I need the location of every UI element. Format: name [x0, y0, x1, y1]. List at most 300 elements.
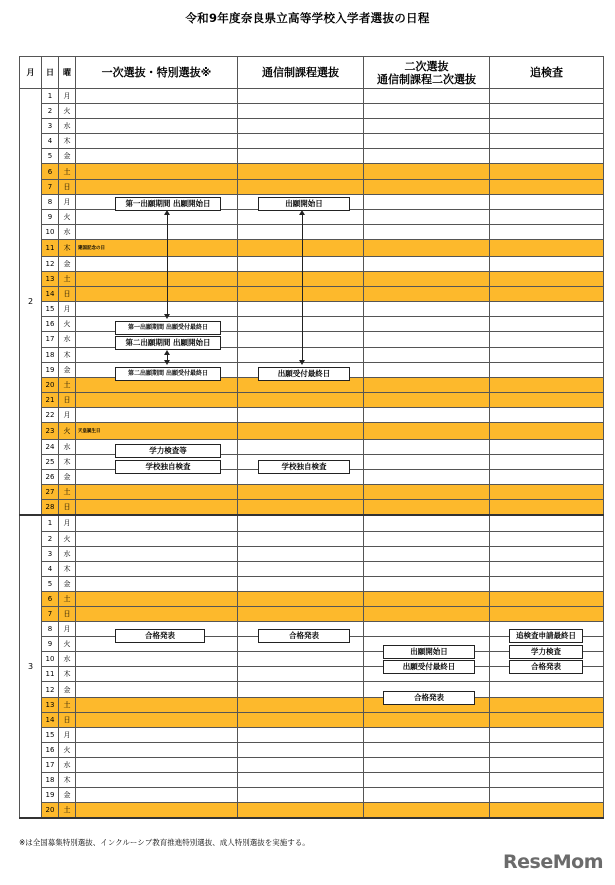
- schedule-cell: [364, 134, 490, 149]
- schedule-cell: [364, 287, 490, 302]
- table-row: [20, 332, 604, 347]
- event-first-period-start: 第一出願期間 出願開始日: [115, 197, 221, 211]
- schedule-cell: [238, 287, 364, 302]
- schedule-cell: [238, 757, 364, 772]
- schedule-cell: [76, 515, 238, 531]
- schedule-cell: [364, 239, 490, 256]
- schedule-cell: [238, 407, 364, 422]
- schedule-cell: [364, 302, 490, 317]
- table-row: [20, 531, 604, 546]
- schedule-cell: [490, 256, 604, 271]
- schedule-cell: [76, 757, 238, 772]
- day-cell: 17: [42, 757, 59, 772]
- day-cell: 14: [42, 287, 59, 302]
- arrow-down-icon: [299, 360, 305, 365]
- schedule-cell: [364, 439, 490, 454]
- schedule-cell: [364, 179, 490, 194]
- schedule-cell: [238, 788, 364, 803]
- weekday-cell: 火: [59, 422, 76, 439]
- schedule-cell: [238, 697, 364, 712]
- table-row: [20, 164, 604, 179]
- weekday-cell: 木: [59, 667, 76, 682]
- arrow-up-icon: [164, 210, 170, 215]
- event-school-exam: 学校独自検査: [115, 460, 221, 474]
- holiday-note: 天皇誕生日: [78, 428, 101, 434]
- header-weekday: 曜: [59, 57, 76, 89]
- schedule-cell: [364, 422, 490, 439]
- schedule-cell: [238, 727, 364, 742]
- schedule-cell: [238, 89, 364, 104]
- schedule-cell: [76, 697, 238, 712]
- table-row: [20, 392, 604, 407]
- schedule-cell: [76, 149, 238, 164]
- schedule-cell: [238, 591, 364, 606]
- event-corr-school-exam: 学校独自検査: [258, 460, 350, 474]
- event-first-result: 合格発表: [115, 629, 205, 643]
- schedule-cell: [238, 256, 364, 271]
- weekday-cell: 木: [59, 239, 76, 256]
- schedule-cell: [490, 119, 604, 134]
- schedule-cell: [238, 239, 364, 256]
- day-cell: 2: [42, 104, 59, 119]
- table-row: [20, 803, 604, 819]
- schedule-cell: [364, 591, 490, 606]
- weekday-cell: 金: [59, 149, 76, 164]
- table-row: [20, 149, 604, 164]
- schedule-cell: [238, 531, 364, 546]
- schedule-cell: [76, 422, 238, 439]
- table-row: [20, 224, 604, 239]
- schedule-cell: [364, 164, 490, 179]
- weekday-cell: 火: [59, 742, 76, 757]
- header-month: 月: [20, 57, 42, 89]
- header-second-line2: 通信制課程二次選抜: [377, 72, 476, 86]
- weekday-cell: 土: [59, 377, 76, 392]
- day-cell: 23: [42, 422, 59, 439]
- schedule-cell: [238, 224, 364, 239]
- day-cell: 26: [42, 470, 59, 485]
- day-cell: 20: [42, 377, 59, 392]
- header-correspondence: 通信制課程選抜: [238, 57, 364, 89]
- table-row: [20, 697, 604, 712]
- weekday-cell: 水: [59, 439, 76, 454]
- header-day: 日: [42, 57, 59, 89]
- schedule-cell: [364, 576, 490, 591]
- schedule-cell: [490, 179, 604, 194]
- schedule-cell: [364, 347, 490, 362]
- day-cell: 21: [42, 392, 59, 407]
- schedule-cell: [490, 347, 604, 362]
- day-cell: 4: [42, 134, 59, 149]
- day-cell: 5: [42, 149, 59, 164]
- schedule-cell: [364, 500, 490, 516]
- schedule-cell: [364, 712, 490, 727]
- day-cell: 28: [42, 500, 59, 516]
- weekday-cell: 木: [59, 347, 76, 362]
- schedule-cell: [490, 788, 604, 803]
- schedule-cell: [364, 377, 490, 392]
- schedule-cell: [76, 89, 238, 104]
- header-second-line1: 二次選抜: [404, 59, 449, 73]
- schedule-cell: [238, 576, 364, 591]
- schedule-cell: [490, 439, 604, 454]
- schedule-cell: [238, 119, 364, 134]
- schedule-cell: [490, 224, 604, 239]
- schedule-cell: [364, 515, 490, 531]
- weekday-cell: 火: [59, 317, 76, 332]
- weekday-cell: 金: [59, 682, 76, 697]
- weekday-cell: 金: [59, 788, 76, 803]
- schedule-cell: [490, 485, 604, 500]
- schedule-cell: [364, 362, 490, 377]
- event-supp-deadline: 追検査申請最終日: [509, 629, 583, 643]
- event-supp-result: 合格発表: [509, 660, 583, 674]
- day-cell: 22: [42, 407, 59, 422]
- weekday-cell: 日: [59, 392, 76, 407]
- table-row: [20, 742, 604, 757]
- weekday-cell: 土: [59, 272, 76, 287]
- table-row: [20, 561, 604, 576]
- schedule-cell: [364, 209, 490, 224]
- table-row: [20, 209, 604, 224]
- schedule-cell: [238, 742, 364, 757]
- event-second-period-start: 第二出願期間 出願開始日: [115, 336, 221, 350]
- weekday-cell: 月: [59, 302, 76, 317]
- weekday-cell: 日: [59, 179, 76, 194]
- schedule-cell: [490, 377, 604, 392]
- schedule-cell: [490, 332, 604, 347]
- weekday-cell: 火: [59, 209, 76, 224]
- table-row: [20, 272, 604, 287]
- header-row: [20, 57, 604, 89]
- schedule-cell: [76, 287, 238, 302]
- weekday-cell: 月: [59, 194, 76, 209]
- day-cell: 16: [42, 317, 59, 332]
- day-cell: 2: [42, 531, 59, 546]
- schedule-cell: [490, 682, 604, 697]
- page-title: 令和9年度奈良県立高等学校入学者選抜の日程: [185, 11, 430, 25]
- schedule-cell: [238, 272, 364, 287]
- schedule-cell: [490, 239, 604, 256]
- schedule-cell: [490, 422, 604, 439]
- schedule-cell: [76, 667, 238, 682]
- schedule-cell: [238, 392, 364, 407]
- weekday-cell: 日: [59, 500, 76, 516]
- weekday-cell: 水: [59, 652, 76, 667]
- schedule-cell: [490, 500, 604, 516]
- schedule-cell: [238, 164, 364, 179]
- schedule-cell: [490, 727, 604, 742]
- weekday-cell: 火: [59, 531, 76, 546]
- schedule-cell: [238, 515, 364, 531]
- weekday-cell: 火: [59, 104, 76, 119]
- holiday-note: 建国記念の日: [78, 245, 105, 251]
- day-cell: 13: [42, 697, 59, 712]
- day-cell: 15: [42, 302, 59, 317]
- schedule-cell: [490, 561, 604, 576]
- schedule-cell: [76, 256, 238, 271]
- schedule-cell: [76, 272, 238, 287]
- schedule-cell: [364, 224, 490, 239]
- weekday-cell: 月: [59, 89, 76, 104]
- schedule-cell: [76, 164, 238, 179]
- event-first-period-end: 第一出願期間 出願受付最終日: [115, 321, 221, 335]
- event-supp-exam: 学力検査: [509, 645, 583, 659]
- schedule-cell: [76, 104, 238, 119]
- day-cell: 8: [42, 194, 59, 209]
- schedule-cell: [364, 757, 490, 772]
- table-row: [20, 302, 604, 317]
- schedule-cell: [238, 134, 364, 149]
- weekday-cell: 月: [59, 622, 76, 637]
- schedule-cell: [364, 803, 490, 819]
- schedule-table: [19, 56, 604, 819]
- day-cell: 10: [42, 224, 59, 239]
- schedule-cell: [364, 773, 490, 788]
- schedule-cell: [490, 89, 604, 104]
- header-first-selection: 一次選抜・特別選抜※: [76, 57, 238, 89]
- schedule-cell: [490, 576, 604, 591]
- arrow-down-icon: [164, 360, 170, 365]
- schedule-cell: [490, 272, 604, 287]
- schedule-cell: [490, 742, 604, 757]
- table-row: [20, 104, 604, 119]
- arrow-line-first: [167, 214, 168, 315]
- event-academic-exam: 学力検査等: [115, 444, 221, 458]
- schedule-cell: [364, 485, 490, 500]
- table-row: [20, 682, 604, 697]
- schedule-cell: [238, 439, 364, 454]
- table-row: [20, 239, 604, 256]
- schedule-cell: [364, 531, 490, 546]
- event-second-start: 出願開始日: [383, 645, 475, 659]
- schedule-cell: [238, 803, 364, 819]
- table-row: [20, 591, 604, 606]
- schedule-cell: [490, 591, 604, 606]
- table-row: [20, 287, 604, 302]
- schedule-cell: [238, 179, 364, 194]
- schedule-cell: [76, 591, 238, 606]
- schedule-cell: [490, 287, 604, 302]
- day-cell: 15: [42, 727, 59, 742]
- footnote: ※は全国募集特別選抜、インクルーシブ教育推進特別選抜、成人特別選抜を実施する。: [19, 838, 310, 847]
- schedule-cell: [490, 392, 604, 407]
- schedule-cell: [364, 607, 490, 622]
- schedule-cell: [238, 773, 364, 788]
- weekday-cell: 日: [59, 287, 76, 302]
- schedule-cell: [364, 89, 490, 104]
- schedule-cell: [364, 742, 490, 757]
- event-corr-result: 合格発表: [258, 629, 350, 643]
- schedule-cell: [490, 455, 604, 470]
- table-row: [20, 607, 604, 622]
- schedule-cell: [76, 773, 238, 788]
- day-cell: 19: [42, 788, 59, 803]
- schedule-cell: [364, 546, 490, 561]
- schedule-cell: [238, 485, 364, 500]
- schedule-cell: [76, 392, 238, 407]
- schedule-cell: [238, 712, 364, 727]
- table-row: [20, 788, 604, 803]
- schedule-cell: [238, 149, 364, 164]
- weekday-cell: 金: [59, 470, 76, 485]
- weekday-cell: 木: [59, 561, 76, 576]
- weekday-cell: 水: [59, 119, 76, 134]
- arrow-line-corr: [302, 214, 303, 361]
- schedule-cell: [238, 561, 364, 576]
- table-row: [20, 119, 604, 134]
- table-row: [20, 317, 604, 332]
- schedule-cell: [76, 179, 238, 194]
- day-cell: 17: [42, 332, 59, 347]
- day-cell: 5: [42, 576, 59, 591]
- day-cell: 24: [42, 439, 59, 454]
- schedule-cell: [490, 546, 604, 561]
- schedule-cell: [76, 500, 238, 516]
- month-cell: 3: [20, 515, 42, 818]
- day-cell: 3: [42, 119, 59, 134]
- schedule-cell: [238, 302, 364, 317]
- schedule-cell: [364, 470, 490, 485]
- day-cell: 14: [42, 712, 59, 727]
- day-cell: 19: [42, 362, 59, 377]
- weekday-cell: 水: [59, 224, 76, 239]
- weekday-cell: 土: [59, 803, 76, 819]
- arrow-down-icon: [164, 314, 170, 319]
- day-cell: 18: [42, 347, 59, 362]
- schedule-cell: [490, 149, 604, 164]
- schedule-cell: [76, 788, 238, 803]
- day-cell: 9: [42, 209, 59, 224]
- resemom-logo: [503, 851, 603, 873]
- schedule-cell: [238, 422, 364, 439]
- schedule-cell: [76, 224, 238, 239]
- schedule-cell: [490, 317, 604, 332]
- day-cell: 4: [42, 561, 59, 576]
- table-row: [20, 712, 604, 727]
- table-row: [20, 439, 604, 454]
- schedule-cell: [76, 561, 238, 576]
- schedule-cell: [364, 256, 490, 271]
- day-cell: 9: [42, 637, 59, 652]
- day-cell: 3: [42, 546, 59, 561]
- month-cell: 2: [20, 89, 42, 516]
- weekday-cell: 水: [59, 546, 76, 561]
- weekday-cell: 木: [59, 773, 76, 788]
- schedule-cell: [76, 134, 238, 149]
- schedule-cell: [76, 576, 238, 591]
- logo-text: ReseMom: [503, 851, 603, 873]
- schedule-cell: [364, 622, 490, 637]
- table-row: [20, 576, 604, 591]
- schedule-cell: [364, 392, 490, 407]
- schedule-cell: [490, 803, 604, 819]
- schedule-cell: [76, 531, 238, 546]
- schedule-cell: [364, 119, 490, 134]
- schedule-cell: [364, 104, 490, 119]
- schedule-cell: [76, 407, 238, 422]
- weekday-cell: 水: [59, 757, 76, 772]
- schedule-cell: [238, 682, 364, 697]
- header-second-selection: [364, 57, 490, 89]
- schedule-cell: [238, 652, 364, 667]
- schedule-cell: [364, 332, 490, 347]
- schedule-cell: [76, 302, 238, 317]
- schedule-cell: [238, 332, 364, 347]
- schedule-cell: [490, 607, 604, 622]
- weekday-cell: 水: [59, 332, 76, 347]
- schedule-cell: [490, 194, 604, 209]
- schedule-cell: [490, 362, 604, 377]
- table-row: [20, 727, 604, 742]
- table-row: [20, 546, 604, 561]
- day-cell: 11: [42, 667, 59, 682]
- weekday-cell: 木: [59, 455, 76, 470]
- schedule-cell: [76, 712, 238, 727]
- schedule-cell: [490, 104, 604, 119]
- schedule-cell: [490, 773, 604, 788]
- schedule-cell: [238, 546, 364, 561]
- header-supplementary: 追検査: [490, 57, 604, 89]
- schedule-cell: [238, 104, 364, 119]
- schedule-cell: [490, 531, 604, 546]
- schedule-cell: [76, 652, 238, 667]
- schedule-cell: [490, 164, 604, 179]
- weekday-cell: 月: [59, 407, 76, 422]
- day-cell: 6: [42, 591, 59, 606]
- schedule-cell: [490, 407, 604, 422]
- schedule-cell: [364, 561, 490, 576]
- day-cell: 11: [42, 239, 59, 256]
- table-row: [20, 179, 604, 194]
- schedule-cell: [76, 607, 238, 622]
- table-row: [20, 773, 604, 788]
- day-cell: 12: [42, 682, 59, 697]
- event-corr-end: 出願受付最終日: [258, 367, 350, 381]
- day-cell: 16: [42, 742, 59, 757]
- weekday-cell: 土: [59, 164, 76, 179]
- schedule-cell: [490, 470, 604, 485]
- table-row: [20, 134, 604, 149]
- schedule-cell: [76, 209, 238, 224]
- schedule-cell: [76, 742, 238, 757]
- day-cell: 1: [42, 89, 59, 104]
- schedule-cell: [490, 697, 604, 712]
- schedule-cell: [490, 712, 604, 727]
- schedule-cell: [364, 788, 490, 803]
- weekday-cell: 火: [59, 637, 76, 652]
- day-cell: 18: [42, 773, 59, 788]
- arrow-up-icon: [299, 210, 305, 215]
- schedule-cell: [490, 209, 604, 224]
- schedule-cell: [76, 546, 238, 561]
- day-cell: 25: [42, 455, 59, 470]
- weekday-cell: 金: [59, 362, 76, 377]
- weekday-cell: 日: [59, 712, 76, 727]
- schedule-cell: [490, 134, 604, 149]
- day-cell: 7: [42, 179, 59, 194]
- schedule-cell: [364, 317, 490, 332]
- weekday-cell: 土: [59, 697, 76, 712]
- event-second-end: 出願受付最終日: [383, 660, 475, 674]
- weekday-cell: 金: [59, 576, 76, 591]
- schedule-cell: [490, 757, 604, 772]
- schedule-cell: [76, 727, 238, 742]
- table-row: [20, 89, 604, 104]
- schedule-cell: [364, 727, 490, 742]
- weekday-cell: 金: [59, 256, 76, 271]
- schedule-cell: [238, 607, 364, 622]
